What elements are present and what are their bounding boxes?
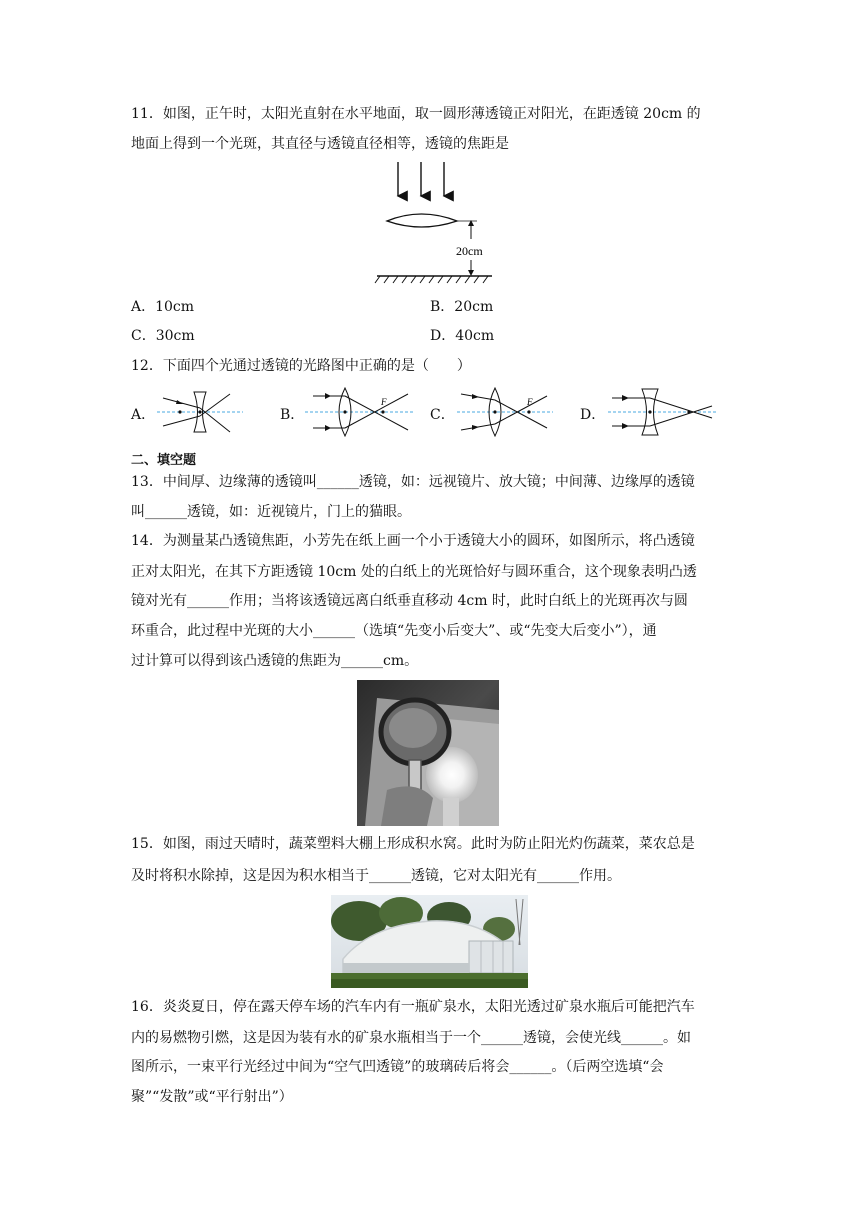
q12-diagram-a	[155, 388, 245, 440]
q11-option-d: D．40cm	[430, 328, 495, 344]
q16-line2: 内的易燃物引燃，这是因为装有水的矿泉水瓶相当于一个______透镜，会使光线______。如	[131, 1030, 691, 1046]
q11-stem-line2: 地面上得到一个光斑，其直径与透镜直径相等，透镜的焦距是	[131, 136, 509, 152]
q14-line3: 镜对光有______作用；当将该透镜远离白纸垂直移动 4cm 时，此时白纸上的光斑再次与圆	[131, 593, 688, 609]
q15-line1: 15．如图，雨过天晴时，蔬菜塑料大棚上形成积水窝。此时为防止阳光灼伤蔬菜，菜农总是	[131, 836, 695, 852]
q16-line4: 聚”“发散”或“平行射出”）	[131, 1089, 293, 1105]
q14-magnifier-photo	[357, 680, 499, 826]
q11-stem-line1: 11．如图，正午时，太阳光直射在水平地面，取一圆形薄透镜正对阳光，在距透镜 20cm 的	[131, 106, 701, 122]
q11-option-c: C．30cm	[131, 328, 195, 344]
q12-diagram-d	[606, 386, 718, 442]
q15-line2: 及时将积水除掉，这是因为积水相当于______透镜，它对太阳光有______作用。	[131, 868, 621, 884]
q12-option-c-label: C．	[430, 407, 455, 423]
q12-option-b-label: B．	[280, 407, 305, 423]
q12-stem: 12．下面四个光通过透镜的光路图中正确的是（ ）	[131, 358, 471, 374]
section-heading: 二、填空题	[131, 453, 197, 468]
q14-line5: 过计算可以得到该凸透镜的焦距为______cm。	[131, 653, 419, 669]
q11-lens-figure	[365, 160, 500, 285]
q11-option-b: B．20cm	[430, 299, 494, 315]
q13-line2: 叫______透镜，如：近视镜片，门上的猫眼。	[131, 504, 411, 520]
q11-distance-label: 20cm	[456, 244, 483, 258]
q12-b-focus-label: F	[381, 397, 387, 407]
q12-option-a-label: A．	[131, 407, 156, 423]
q16-line1: 16．炎炎夏日，停在露天停车场的汽车内有一瓶矿泉水，太阳光透过矿泉水瓶后可能把汽车	[131, 999, 695, 1015]
q14-line1: 14．为测量某凸透镜焦距，小芳先在纸上画一个小于透镜大小的圆环，如图所示，将凸透镜	[131, 533, 695, 549]
q13-line1: 13．中间厚、边缘薄的透镜叫______透镜，如：远视镜片、放大镜；中间薄、边缘厚的透镜	[131, 474, 695, 490]
q14-line4: 环重合，此过程中光斑的大小______（选填“先变小后变大”、或“先变大后变小”），通	[131, 623, 657, 639]
q12-diagram-c	[455, 386, 555, 442]
q15-greenhouse-photo	[331, 895, 528, 988]
q12-option-d-label: D．	[580, 407, 606, 423]
q12-c-focus-label: F	[527, 397, 533, 407]
q12-diagram-b	[303, 386, 415, 442]
q14-line2: 正对太阳光，在其下方距透镜 10cm 处的白纸上的光斑恰好与圆环重合，这个现象表明凸透	[131, 564, 697, 580]
q11-option-a: A．10cm	[131, 299, 195, 315]
q16-line3: 图所示，一束平行光经过中间为“空气凹透镜”的玻璃砖后将会______。（后两空选填“会	[131, 1059, 664, 1075]
